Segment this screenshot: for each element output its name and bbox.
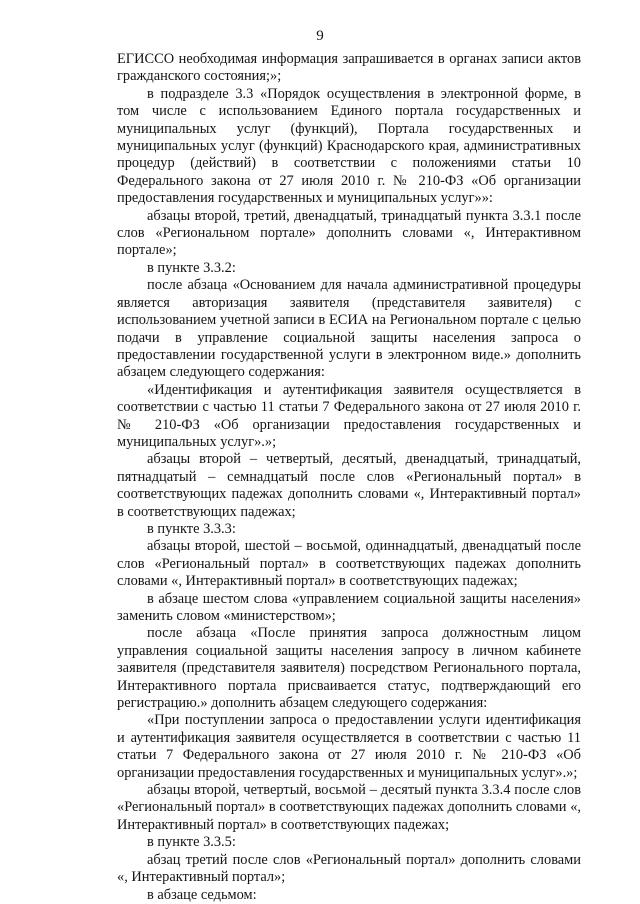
paragraph: абзацы второй, шестой – восьмой, одиннадцатый, двенадцатый после слов «Региональный портал» в соответствующих падежах дополнить словами «, Интерактивный портал» в соответствующих падежах; [117, 538, 581, 590]
paragraph: в пункте 3.3.3: [147, 520, 236, 537]
paragraph: абзацы второй, четвертый, восьмой – десятый пункта 3.3.4 после слов «Региональный портал» в соответствующих падежах дополнить словами «, Интерактивный портал» в соответствующих падежах; [117, 782, 581, 833]
paragraph: абзацы второй – четвертый, десятый, двенадцатый, тринадцатый, пятнадцатый – семнадцатый после слов «Региональный портал» в соответствующих падежах дополнить словами «, Интерактивный портал» в соответствующих падежах; [117, 451, 581, 520]
document-body [117, 51, 581, 904]
page-number: 9 [316, 28, 324, 44]
paragraph: в подразделе 3.3 «Порядок осуществления в электронной форме, в том числе с использованием Единого портала государственных и муниципальных услуг (функций), Портала государственных и муниципальных услуг (функций) Краснодарского края, административных процедур (действий) в соответствии с положениями статьи 10 Федерального закона от 27 июля 2010 г. № 210-ФЗ «Об организации предоставления государственных и муниципальных услуг»»: [117, 85, 581, 207]
paragraph: «Идентификация и аутентификация заявителя осуществляется в соответствии с частью 11 статьи 7 Федерального закона от 27 июля 2010 г. № 210-ФЗ «Об организации предоставления государственных и муниципальных услуг».»; [117, 381, 581, 450]
paragraph: в абзаце шестом слова «управлением социальной защиты населения» заменить словом «министерством»; [117, 590, 581, 624]
paragraph: после абзаца «После принятия запроса должностным лицом управления социальной защиты населения запросу в личном кабинете заявителя (представителя заявителя) посредством Регионального портала, Интерактивного портала присваивается статус, подтверждающий его регистрацию.» дополнить абзацем следующего содержания: [117, 625, 581, 712]
paragraph: в пункте 3.3.5: [147, 834, 236, 851]
paragraph: ЕГИССО необходимая информация запрашивается в органах записи актов гражданского состояния;»; [117, 51, 581, 85]
paragraph: после абзаца «Основанием для начала административной процедуры является авторизация заявителя (представителя заявителя) с использованием учетной записи в ЕСИА на Региональном портале с целью подачи в управление социальной защиты населения запроса о предоставлении государственной услуги в электронном виде.» дополнить абзацем следующего содержания: [117, 277, 581, 381]
paragraph: абзац третий после слов «Региональный портал» дополнить словами «, Интерактивный портал»; [117, 851, 581, 886]
paragraph: «При поступлении запроса о предоставлении услуги идентификация и аутентификация заявителя осуществляется в соответствии с частью 11 статьи 7 Федерального закона от 27 июля 2010 г. № 210-ФЗ «Об организации предоставления государственных и муниципальных услуг».»; [117, 712, 581, 781]
paragraph: в абзаце седьмом: [147, 886, 257, 903]
paragraph: абзацы второй, третий, двенадцатый, тринадцатый пункта 3.3.1 после слов «Региональном портале» дополнить словами «, Интерактивном портале»; [117, 207, 581, 259]
paragraph: в пункте 3.3.2: [147, 259, 236, 276]
